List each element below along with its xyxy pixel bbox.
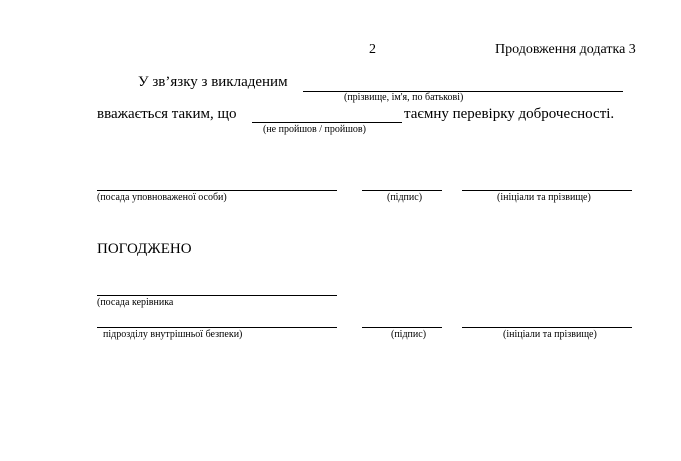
head-name-line <box>462 327 632 328</box>
authorized-signature-line <box>362 190 442 191</box>
authorized-position-caption: (посада уповноваженої особи) <box>97 192 227 203</box>
head-position-line-2 <box>97 327 337 328</box>
continuation-label: Продовження додатка 3 <box>495 42 636 57</box>
authorized-signature-caption: (підпис) <box>387 192 423 203</box>
head-position-caption-line1: (посада керівника <box>97 297 174 308</box>
head-signature-line <box>362 327 442 328</box>
head-signature-caption: (підпис) <box>391 329 427 340</box>
full-name-caption: (прізвище, ім'я, по батькові) <box>344 92 464 103</box>
head-position-caption-line2: підрозділу внутрішньої безпеки) <box>103 329 243 340</box>
head-position-line <box>97 295 337 296</box>
statement-line2-prefix: вважається таким, що <box>97 106 237 122</box>
authorized-name-caption: (ініціали та прізвище) <box>497 192 591 203</box>
authorized-name-line <box>462 190 632 191</box>
page-number: 2 <box>369 42 376 57</box>
statement-line2-suffix: таємну перевірку доброчесності. <box>404 106 615 122</box>
result-blank-line <box>252 122 402 123</box>
approval-heading: ПОГОДЖЕНО <box>97 241 192 257</box>
statement-line1-prefix: У зв’язку з викладеним <box>138 74 288 90</box>
result-caption: (не пройшов / пройшов) <box>263 124 366 135</box>
head-name-caption: (ініціали та прізвище) <box>503 329 597 340</box>
authorized-position-line <box>97 190 337 191</box>
